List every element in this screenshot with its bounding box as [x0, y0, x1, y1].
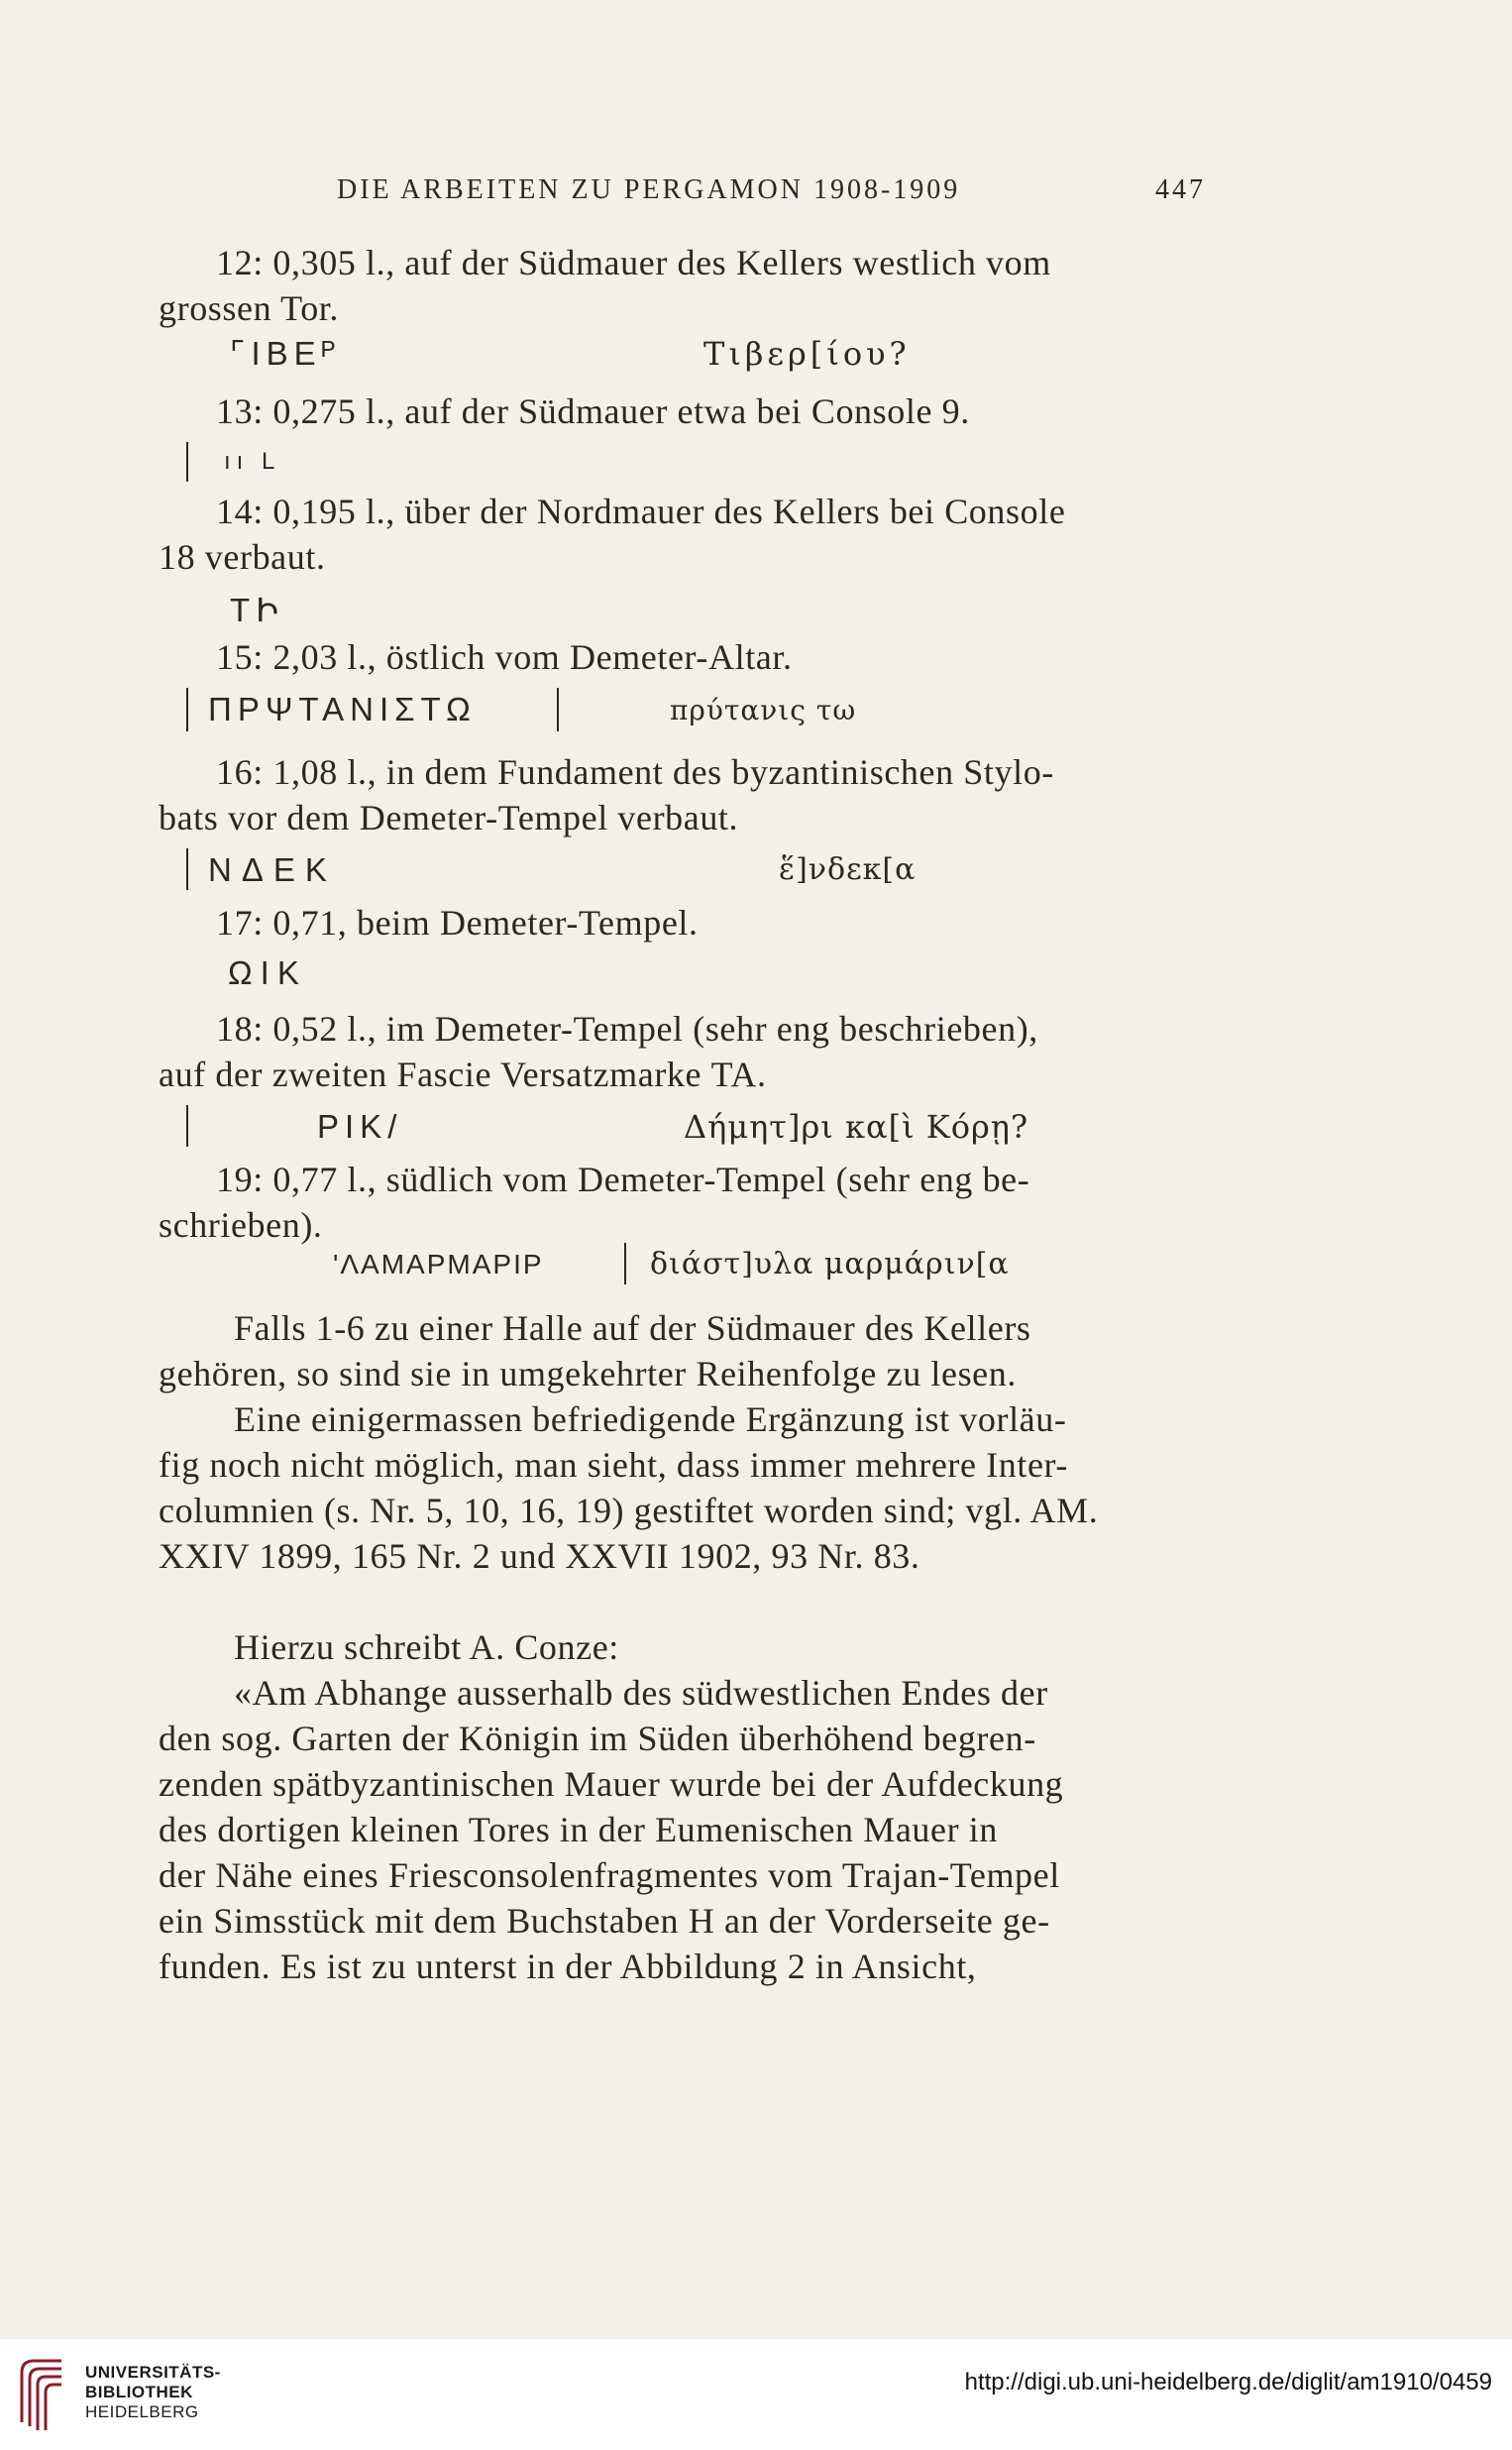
source-url-link[interactable]: http://digi.ub.uni-heidelberg.de/diglit/am1910/0459 — [964, 2369, 1492, 2395]
entry-16-line1: 16: 1,08 l., in dem Fundament des byzantinischen Stylo- — [216, 752, 1054, 792]
entry-15-line1: 15: 2,03 l., östlich vom Demeter-Altar. — [216, 637, 793, 677]
quote-line: ein Simsstück mit dem Buchstaben H an der Vorderseite ge- — [159, 1901, 1050, 1941]
entry-14-line2: 18 verbaut. — [159, 537, 326, 577]
inscription-edge-mark — [186, 688, 188, 731]
library-name-line2: BIBLIOTHEK — [85, 2383, 193, 2401]
entry-17-line1: 17: 0,71, beim Demeter-Tempel. — [216, 903, 699, 943]
page-number: 447 — [1155, 174, 1206, 205]
uni-heidelberg-library-logo-icon — [16, 2353, 67, 2432]
inscription-edge-mark — [186, 848, 188, 890]
quote-line: der Nähe eines Friesconsolenfragmentes vom Trajan-Tempel — [159, 1855, 1060, 1895]
paragraph-line: gehören, so sind sie in umgekehrter Reihenfolge zu lesen. — [159, 1354, 1017, 1393]
quote-line: den sog. Garten der Königin im Süden überhöhend begren- — [159, 1719, 1036, 1758]
entry-13-line1: 13: 0,275 l., auf der Südmauer etwa bei Console 9. — [216, 391, 970, 431]
entry-15-reading: πρύτανις τω — [670, 694, 857, 726]
entry-16-inscription: ΝΔΕΚ — [208, 851, 337, 888]
quote-line: «Am Abhange ausserhalb des südwestlichen Endes der — [234, 1673, 1048, 1713]
entry-12-inscription: ⌜IBEᴾ — [230, 335, 342, 372]
entry-15-inscription: ΠΡΨΤΑΝΙΣΤΩ — [208, 691, 477, 727]
entry-18-line1: 18: 0,52 l., im Demeter-Tempel (sehr eng beschrieben), — [216, 1009, 1038, 1049]
entry-16-line2: bats vor dem Demeter-Tempel verbaut. — [159, 798, 739, 837]
entry-13-inscription: ıı L — [224, 448, 281, 475]
entry-16-reading: ἕ]νδεκ[α — [779, 852, 917, 887]
paragraph-line: Eine einigermassen befriedigende Ergänzung ist vorläu- — [234, 1399, 1067, 1439]
paragraph-line: columnien (s. Nr. 5, 10, 16, 19) gestiftet worden sind; vgl. AM. — [159, 1491, 1099, 1530]
library-name-line3: HEIDELBERG — [85, 2402, 199, 2421]
library-name-line1: UNIVERSITÄTS- — [85, 2363, 221, 2382]
inscription-edge-mark — [186, 442, 188, 482]
paragraph-line: fig noch nicht möglich, man sieht, dass immer mehrere Inter- — [159, 1445, 1069, 1485]
paragraph-line: XXIV 1899, 165 Nr. 2 und XXVII 1902, 93 Nr. 83. — [159, 1536, 920, 1576]
quote-line: des dortigen kleinen Tores in der Eumenischen Mauer in — [159, 1810, 998, 1849]
inscription-edge-mark — [557, 688, 559, 731]
entry-18-reading: Δήμητ]ρι κα[ὶ Κόρῃ? — [684, 1108, 1029, 1146]
paragraph-line: Falls 1-6 zu einer Halle auf der Südmauer des Kellers — [234, 1308, 1031, 1348]
inscription-edge-mark — [186, 1105, 188, 1147]
quote-line: zenden spätbyzantinischen Mauer wurde bei der Aufdeckung — [159, 1764, 1064, 1804]
entry-17-inscription: ΩΙΚ — [228, 954, 307, 991]
entry-18-line2: auf der zweiten Fascie Versatzmarke ΤΑ. — [159, 1055, 767, 1094]
entry-18-inscription: ΡΙΚ/ — [317, 1108, 403, 1145]
entry-19-reading: διάστ]υλα μαρμάριν[α — [650, 1247, 1010, 1281]
entry-19-line1: 19: 0,77 l., südlich vom Demeter-Tempel (sehr eng be- — [216, 1160, 1030, 1199]
entry-19-inscription: ʹΛΑΜΑΡΜΑΡΙΡ — [333, 1249, 544, 1280]
entry-19-line2: schrieben). — [159, 1205, 323, 1245]
entry-12-line2: grossen Tor. — [159, 288, 340, 328]
entry-12-reading: Τιβερ[ίου? — [703, 335, 911, 373]
running-title: DIE ARBEITEN ZU PERGAMON 1908-1909 — [337, 174, 961, 205]
entry-14-line1: 14: 0,195 l., über der Nordmauer des Kellers bei Console — [216, 492, 1066, 531]
entry-12-line1: 12: 0,305 l., auf der Südmauer des Kellers westlich vom — [216, 243, 1051, 282]
paragraph-line: Hierzu schreibt A. Conze: — [234, 1627, 619, 1667]
entry-14-inscription: TԻ — [230, 592, 284, 628]
inscription-edge-mark — [624, 1243, 626, 1284]
quote-line: funden. Es ist zu unterst in der Abbildung 2 in Ansicht, — [159, 1947, 977, 1986]
